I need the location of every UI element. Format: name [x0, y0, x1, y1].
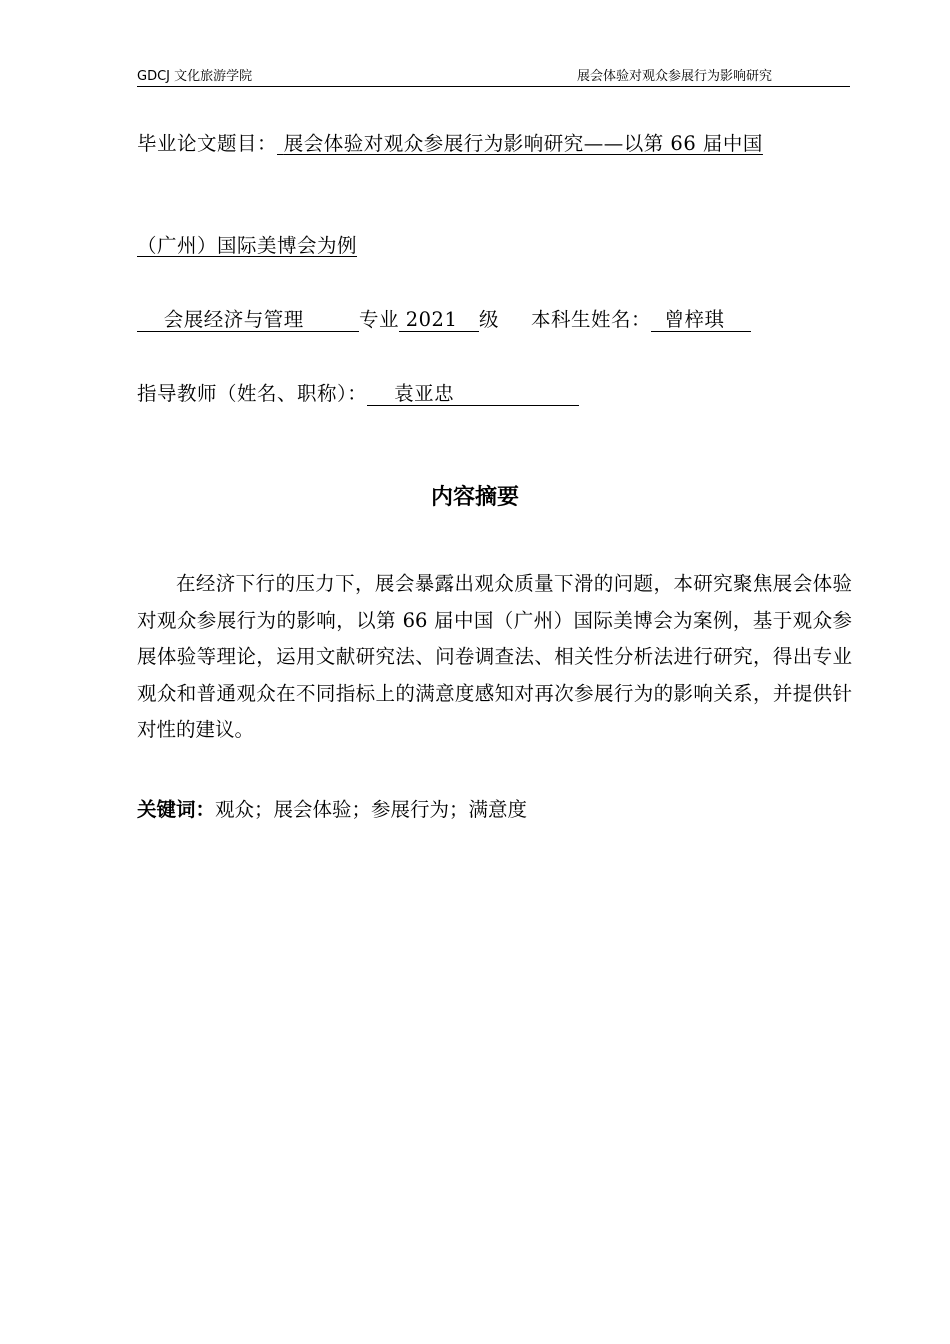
major-label: 专业: [359, 308, 400, 331]
year-label: 级: [479, 308, 500, 331]
thesis-title-line-2: （广州）国际美博会为例: [137, 234, 358, 257]
page-header: [137, 66, 850, 87]
year-field: 2021: [399, 309, 479, 332]
thesis-title-row: [137, 128, 763, 156]
keywords-label: 关键词：: [137, 798, 216, 821]
abstract-body: 在经济下行的压力下，展会暴露出观众质量下滑的问题，本研究聚焦展会体验对观众参展行为的影响，以第 66 届中国（广州）国际美博会为案例，基于观众参展体验等理论，运用文献研究法、问卷调查法、相关性分析法进行研究，得出专业观众和普通观众在不同指标上的满意度感知对再次参展行为的影响关系，并提供针对性的建议。: [137, 572, 852, 741]
header-thesis-title: 展会体验对观众参展行为影响研究: [577, 69, 773, 84]
major-field: 会展经济与管理: [137, 309, 359, 332]
advisor-label: 指导教师（姓名、职称）：: [137, 382, 368, 405]
header-school: GDCJ 文化旅游学院: [137, 69, 253, 84]
thesis-title-label: 毕业论文题目：: [137, 132, 278, 155]
keywords-value: 观众；展会体验；参展行为；满意度: [215, 798, 528, 821]
advisor-row: [137, 378, 579, 406]
student-name-label: 本科生姓名：: [531, 308, 652, 331]
student-name-field: 曾梓琪: [651, 309, 751, 332]
keywords-row: [137, 794, 527, 822]
thesis-title-row-2: [137, 230, 357, 258]
abstract-heading: 内容摘要: [430, 485, 519, 510]
thesis-title-line-1: 展会体验对观众参展行为影响研究——以第 66 届中国: [283, 132, 763, 155]
student-info-row: [137, 304, 751, 332]
advisor-name-field: 袁亚忠: [367, 383, 579, 406]
